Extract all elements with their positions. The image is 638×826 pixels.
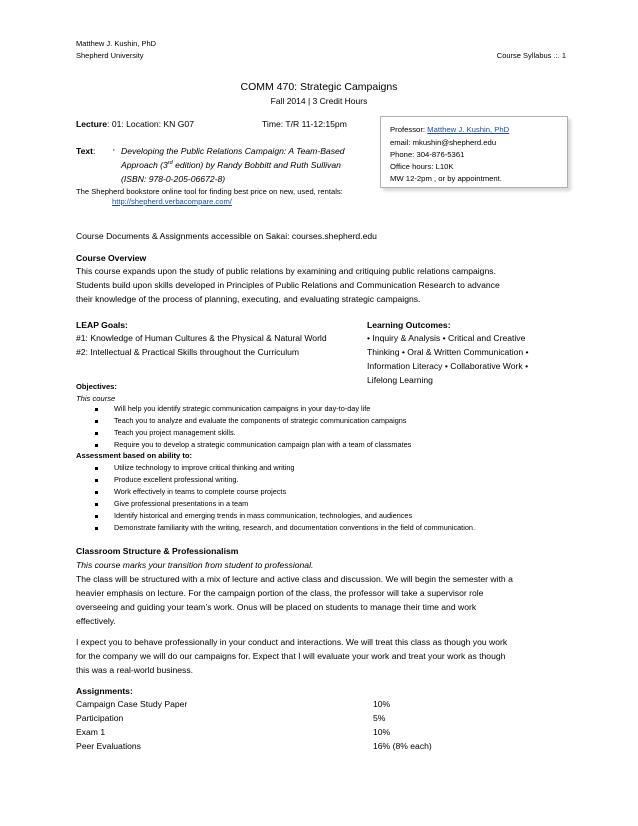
objectives-heading: Objectives: [76,382,117,391]
assignment-weight: 10% [373,699,391,709]
leap-goal: #1: Knowledge of Human Cultures & the Physical & Natural World [76,333,327,343]
overview-line: This course expands upon the study of public relations by examining and critiquing public relations campaigns. [76,266,496,276]
assignment-name: Campaign Case Study Paper [76,699,188,709]
lecture-location: : 01: Location: KN G07 [107,119,194,129]
professor-office: Office hours: L10K [390,162,454,171]
bullet-square-icon [95,432,98,435]
assignment-weight: 10% [373,727,391,737]
header-institution: Shepherd University [76,51,144,60]
outcomes-line: Lifelong Learning [367,375,433,385]
bullet-square-icon [95,420,98,423]
bullet-square-icon [95,467,98,470]
lecture-label: Lecture [76,119,108,129]
professor-name-link[interactable]: Matthew J. Kushin, PhD [427,125,510,134]
assessment-item: Work effectively in teams to complete course projects [114,487,287,496]
overview-heading: Course Overview [76,253,147,263]
outcomes-line: Information Literacy • Collaborative Work • [367,361,529,371]
outcomes-heading: Learning Outcomes: [367,320,451,330]
bookstore-note: The Shepherd bookstore online tool for finding best price on new, used, rentals: [76,187,343,196]
assessment-item: Give professional presentations in a team [114,499,249,508]
outcomes-line: • Inquiry & Analysis • Critical and Creative [367,333,526,343]
classroom-para2-line: for the company we will do our campaigns for. Expect that I will evaluate your work and treat your work as though [76,651,506,661]
professor-phone: Phone: 304-876-5361 [390,150,465,159]
bookstore-link[interactable]: http://shepherd.verbacompare.com/ [112,197,232,206]
page-subtitle: Fall 2014 | 3 Credit Hours [270,96,368,106]
objective-item: Teach you to analyze and evaluate the components of strategic communication campaigns [114,416,407,425]
textbook-line-2a: Approach (3 [121,160,168,170]
professor-info-box [380,116,568,188]
text-colon: : [93,146,96,156]
classroom-para2-line: this was a real-world business. [76,665,194,675]
professor-email: email: mkushin@shepherd.edu [390,138,497,147]
objective-item: Will help you identify strategic communication campaigns in your day-to-day life [114,404,371,413]
classroom-para1-line: heavier emphasis on lecture. For the campaign portion of the class, the professor will take a supervisor role [76,588,484,598]
textbook-line-1: Developing the Public Relations Campaign: A Team-Based [121,146,345,156]
text-label: Text [76,146,94,156]
assignment-name: Peer Evaluations [76,741,141,751]
textbook-edition-sup: rd [167,160,173,167]
header-author: Matthew J. Kushin, PhD [76,39,157,48]
classroom-para1-line: The class will be structured with a mix of lecture and active class and discussion. We will begin the semester with a [76,574,513,584]
bullet-square-icon [95,408,98,411]
classroom-para1-line: effectively. [76,616,116,626]
overview-line: Students build upon skills developed in Principles of Public Relations and Communication Research to advance [76,280,500,290]
leap-goal: #2: Intellectual & Practical Skills throughout the Curriculum [76,347,300,357]
bullet-square-icon [95,503,98,506]
professor-hours: MW 12-2pm , or by appointment. [390,174,502,183]
sakai-note: Course Documents & Assignments accessible on Sakai: courses.shepherd.edu [76,231,377,241]
classroom-para1-line: overseeing and guiding your team’s work. Onus will be placed on students to manage their time and work [76,602,477,612]
lecture-time: Time: T/R 11-12:15pm [262,119,347,129]
assessment-heading: Assessment based on ability to: [76,451,193,460]
objectives-intro: This course [76,394,116,403]
assignments-heading: Assignments: [76,686,133,696]
text-bullet: · [112,144,116,156]
bullet-square-icon [95,479,98,482]
text-label-line [76,146,95,156]
assignment-weight: 5% [373,713,386,723]
objective-item: Teach you project management skills. [114,428,236,437]
bullet-square-icon [95,527,98,530]
leap-heading: LEAP Goals: [76,320,128,330]
assessment-item: Demonstrate familiarity with the writing, research, and documentation conventions in the field of communication. [114,523,475,532]
assignment-name: Participation [76,713,124,723]
page-title: COMM 470: Strategic Campaigns [240,81,398,93]
objective-item: Require you to develop a strategic communication campaign plan with a team of classmates [114,440,412,449]
classroom-para2-line: I expect you to behave professionally in your conduct and interactions. We will treat this class as though you work [76,637,508,647]
assessment-item: Utilize technology to improve critical thinking and writing [114,463,295,472]
classroom-heading: Classroom Structure & Professionalism [76,546,239,556]
header-page-label: Course Syllabus .:. 1 [496,51,566,60]
assessment-item: Identify historical and emerging trends in mass communication, technologies, and audiences [114,511,413,520]
professor-line [390,125,509,134]
bullet-square-icon [95,491,98,494]
bullet-square-icon [95,515,98,518]
assignment-name: Exam 1 [76,727,106,737]
textbook-line-2 [121,160,341,170]
assessment-item: Produce excellent professional writing. [114,475,239,484]
assignment-weight: 16% (8% each) [373,741,432,751]
bullet-square-icon [95,444,98,447]
professor-label: Professor: [390,125,428,134]
overview-line: their knowledge of the process of planning, executing, and evaluating strategic campaigns. [76,294,421,304]
classroom-tagline: This course marks your transition from student to professional. [76,560,314,570]
textbook-line-2b: edition) by Randy Bobbitt and Ruth Sullivan [172,160,341,170]
textbook-isbn: (ISBN: 978-0-205-06672-8) [121,174,226,184]
outcomes-line: Thinking • Oral & Written Communication • [367,347,529,357]
lecture-line [76,119,194,129]
